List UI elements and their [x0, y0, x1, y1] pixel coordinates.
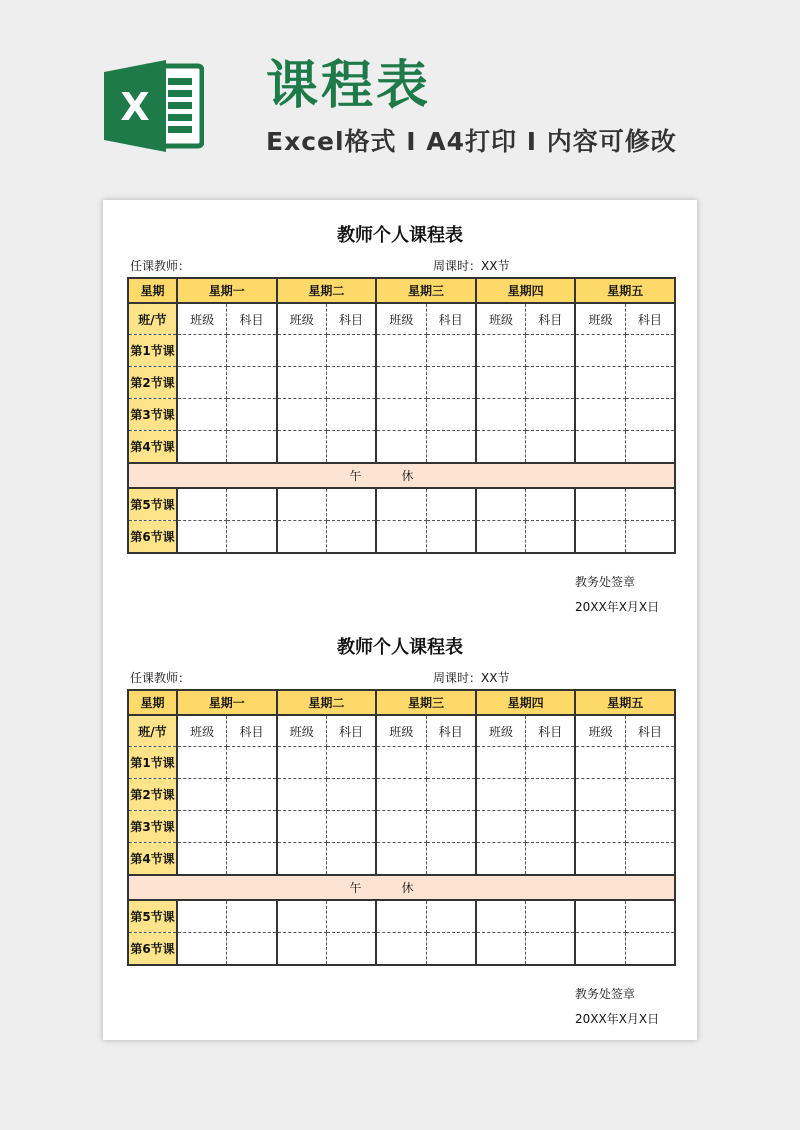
class-cell[interactable]: [376, 367, 426, 399]
period-row: [128, 747, 675, 779]
class-cell[interactable]: [177, 335, 227, 367]
subject-cell[interactable]: [326, 431, 376, 464]
date-label: 20XX年X月X日: [575, 600, 660, 614]
class-cell[interactable]: [177, 431, 227, 464]
class-cell[interactable]: [575, 933, 625, 966]
class-cell[interactable]: [277, 843, 327, 876]
subject-column-header: 科目: [526, 715, 576, 747]
lunch-break-row: [128, 875, 675, 900]
class-cell[interactable]: [376, 335, 426, 367]
subject-cell[interactable]: [227, 843, 277, 876]
subject-cell[interactable]: [526, 367, 576, 399]
lunch-break-label: 午休: [128, 875, 675, 900]
class-column-header: 班级: [376, 715, 426, 747]
class-cell[interactable]: [277, 488, 327, 521]
period-label: 第1节课: [128, 747, 177, 779]
teacher-label: 任课教师：: [130, 259, 191, 273]
subject-cell[interactable]: [526, 843, 576, 876]
class-cell[interactable]: [177, 779, 227, 811]
subject-cell[interactable]: [526, 900, 576, 933]
class-cell[interactable]: [476, 367, 526, 399]
subject-cell[interactable]: [426, 933, 476, 966]
period-label: 第4节课: [128, 431, 177, 464]
teacher-label: 任课教师：: [130, 671, 191, 685]
day-header: 星期一: [177, 690, 277, 715]
class-cell[interactable]: [177, 399, 227, 431]
subject-column-header: 科目: [625, 715, 675, 747]
subject-column-header: 科目: [227, 715, 277, 747]
schedule-sheet: [103, 612, 697, 1032]
period-label: 第5节课: [128, 488, 177, 521]
subject-column-header: 科目: [625, 303, 675, 335]
period-row: [128, 367, 675, 399]
class-cell[interactable]: [575, 488, 625, 521]
subject-cell[interactable]: [426, 779, 476, 811]
lunch-break-row: [128, 463, 675, 488]
subject-column-header: 科目: [326, 303, 376, 335]
subject-cell[interactable]: [227, 933, 277, 966]
page-title: 课程表: [266, 56, 432, 116]
subject-cell[interactable]: [227, 488, 277, 521]
class-cell[interactable]: [476, 779, 526, 811]
subject-cell[interactable]: [625, 399, 675, 431]
class-period-label: 班/节: [128, 715, 177, 747]
subject-cell[interactable]: [426, 811, 476, 843]
schedule-table: [127, 277, 676, 554]
subject-cell[interactable]: [326, 367, 376, 399]
class-column-header: 班级: [476, 715, 526, 747]
header: [0, 0, 800, 200]
class-cell[interactable]: [575, 335, 625, 367]
office-signature-label: 教务处签章: [575, 575, 636, 589]
class-cell[interactable]: [277, 521, 327, 554]
subject-cell[interactable]: [227, 367, 277, 399]
subject-cell[interactable]: [326, 335, 376, 367]
class-cell[interactable]: [376, 488, 426, 521]
page-subtitle: Excel格式 I A4打印 I 内容可修改: [266, 127, 677, 156]
subject-cell[interactable]: [426, 521, 476, 554]
subject-cell[interactable]: [526, 779, 576, 811]
subject-cell[interactable]: [625, 431, 675, 464]
class-cell[interactable]: [376, 747, 426, 779]
class-cell[interactable]: [476, 747, 526, 779]
lunch-break-label: 午休: [128, 463, 675, 488]
class-cell[interactable]: [376, 933, 426, 966]
subject-cell[interactable]: [227, 431, 277, 464]
period-label: 第1节课: [128, 335, 177, 367]
weekly-hours-label: 周课时：XX节: [433, 259, 510, 273]
class-cell[interactable]: [575, 900, 625, 933]
excel-icon: [104, 58, 204, 154]
subject-cell[interactable]: [426, 367, 476, 399]
subject-cell[interactable]: [625, 900, 675, 933]
class-cell[interactable]: [277, 431, 327, 464]
class-cell[interactable]: [277, 335, 327, 367]
class-cell[interactable]: [277, 399, 327, 431]
class-cell[interactable]: [575, 843, 625, 876]
day-header: 星期五: [575, 278, 675, 303]
period-label: 第4节课: [128, 843, 177, 876]
class-column-header: 班级: [376, 303, 426, 335]
class-cell[interactable]: [376, 843, 426, 876]
subject-cell[interactable]: [326, 933, 376, 966]
subject-cell[interactable]: [625, 488, 675, 521]
class-column-header: 班级: [575, 303, 625, 335]
period-row: [128, 811, 675, 843]
subject-cell[interactable]: [227, 521, 277, 554]
subject-cell[interactable]: [526, 335, 576, 367]
period-row: [128, 335, 675, 367]
subject-cell[interactable]: [426, 335, 476, 367]
day-header: 星期三: [376, 278, 476, 303]
day-header: 星期四: [476, 278, 576, 303]
day-header: 星期三: [376, 690, 476, 715]
subject-cell[interactable]: [326, 811, 376, 843]
schedule-title: 教师个人课程表: [337, 637, 463, 658]
class-cell[interactable]: [476, 335, 526, 367]
subject-cell[interactable]: [625, 521, 675, 554]
period-row: [128, 900, 675, 933]
class-cell[interactable]: [376, 431, 426, 464]
day-header: 星期二: [277, 278, 377, 303]
class-cell[interactable]: [476, 843, 526, 876]
period-label: 第6节课: [128, 521, 177, 554]
subject-cell[interactable]: [526, 747, 576, 779]
period-label: 第2节课: [128, 779, 177, 811]
subject-cell[interactable]: [227, 811, 277, 843]
class-cell[interactable]: [575, 431, 625, 464]
period-label: 第5节课: [128, 900, 177, 933]
subject-column-header: 科目: [426, 303, 476, 335]
class-cell[interactable]: [476, 900, 526, 933]
class-cell[interactable]: [277, 900, 327, 933]
subject-cell[interactable]: [526, 399, 576, 431]
subject-cell[interactable]: [326, 747, 376, 779]
subject-cell[interactable]: [326, 521, 376, 554]
subject-cell[interactable]: [526, 431, 576, 464]
subject-cell[interactable]: [426, 843, 476, 876]
subject-cell[interactable]: [526, 811, 576, 843]
class-period-label: 班/节: [128, 303, 177, 335]
class-column-header: 班级: [476, 303, 526, 335]
office-signature-label: 教务处签章: [575, 987, 636, 1001]
class-cell[interactable]: [476, 933, 526, 966]
day-header-row: [128, 690, 675, 715]
subject-cell[interactable]: [625, 335, 675, 367]
class-cell[interactable]: [376, 399, 426, 431]
class-cell[interactable]: [575, 399, 625, 431]
class-column-header: 班级: [177, 715, 227, 747]
class-cell[interactable]: [476, 488, 526, 521]
day-header: 星期二: [277, 690, 377, 715]
class-cell[interactable]: [575, 521, 625, 554]
subject-cell[interactable]: [326, 843, 376, 876]
period-row: [128, 399, 675, 431]
class-cell[interactable]: [575, 811, 625, 843]
period-label: 第6节课: [128, 933, 177, 966]
corner-label: 星期: [128, 690, 177, 715]
subject-cell[interactable]: [625, 779, 675, 811]
period-row: [128, 933, 675, 966]
period-row: [128, 843, 675, 876]
class-cell[interactable]: [177, 367, 227, 399]
subject-cell[interactable]: [625, 933, 675, 966]
class-cell[interactable]: [575, 779, 625, 811]
subject-cell[interactable]: [526, 488, 576, 521]
class-cell[interactable]: [476, 521, 526, 554]
period-row: [128, 779, 675, 811]
class-column-header: 班级: [277, 715, 327, 747]
class-cell[interactable]: [476, 431, 526, 464]
class-column-header: 班级: [277, 303, 327, 335]
period-label: 第3节课: [128, 399, 177, 431]
subject-cell[interactable]: [426, 747, 476, 779]
class-cell[interactable]: [376, 811, 426, 843]
class-cell[interactable]: [277, 367, 327, 399]
class-cell[interactable]: [177, 933, 227, 966]
schedule-table: [127, 689, 676, 966]
class-cell[interactable]: [376, 779, 426, 811]
weekly-hours-label: 周课时：XX节: [433, 671, 510, 685]
class-cell[interactable]: [277, 747, 327, 779]
class-cell[interactable]: [277, 933, 327, 966]
class-column-header: 班级: [575, 715, 625, 747]
subject-cell[interactable]: [326, 900, 376, 933]
subject-cell[interactable]: [227, 399, 277, 431]
subject-cell[interactable]: [625, 747, 675, 779]
subject-column-header: 科目: [326, 715, 376, 747]
subject-cell[interactable]: [227, 335, 277, 367]
subject-column-header: 科目: [227, 303, 277, 335]
class-cell[interactable]: [177, 747, 227, 779]
period-row: [128, 431, 675, 464]
subject-cell[interactable]: [426, 900, 476, 933]
day-header: 星期五: [575, 690, 675, 715]
class-cell[interactable]: [575, 747, 625, 779]
subject-cell[interactable]: [426, 399, 476, 431]
column-header-row: [128, 715, 675, 747]
subject-cell[interactable]: [227, 779, 277, 811]
subject-cell[interactable]: [526, 521, 576, 554]
class-cell[interactable]: [177, 488, 227, 521]
subject-cell[interactable]: [326, 399, 376, 431]
column-header-row: [128, 303, 675, 335]
corner-label: 星期: [128, 278, 177, 303]
subject-cell[interactable]: [426, 488, 476, 521]
class-cell[interactable]: [177, 521, 227, 554]
subject-cell[interactable]: [526, 933, 576, 966]
date-label: 20XX年X月X日: [575, 1012, 660, 1026]
period-row: [128, 488, 675, 521]
subject-cell[interactable]: [326, 779, 376, 811]
schedule-sheet: [103, 200, 697, 620]
class-cell[interactable]: [476, 399, 526, 431]
subject-cell[interactable]: [227, 900, 277, 933]
day-header: 星期一: [177, 278, 277, 303]
excel-logo-letter: X: [120, 85, 150, 129]
class-cell[interactable]: [575, 367, 625, 399]
period-label: 第3节课: [128, 811, 177, 843]
class-cell[interactable]: [277, 779, 327, 811]
period-row: [128, 521, 675, 554]
subject-cell[interactable]: [426, 431, 476, 464]
class-cell[interactable]: [376, 521, 426, 554]
class-cell[interactable]: [177, 843, 227, 876]
class-column-header: 班级: [177, 303, 227, 335]
class-cell[interactable]: [177, 900, 227, 933]
document-page: [103, 200, 697, 1040]
subject-cell[interactable]: [326, 488, 376, 521]
class-cell[interactable]: [177, 811, 227, 843]
period-label: 第2节课: [128, 367, 177, 399]
day-header-row: [128, 278, 675, 303]
class-cell[interactable]: [277, 811, 327, 843]
class-cell[interactable]: [476, 811, 526, 843]
subject-cell[interactable]: [227, 747, 277, 779]
day-header: 星期四: [476, 690, 576, 715]
subject-column-header: 科目: [526, 303, 576, 335]
schedule-title: 教师个人课程表: [337, 225, 463, 246]
subject-cell[interactable]: [625, 811, 675, 843]
class-cell[interactable]: [376, 900, 426, 933]
subject-cell[interactable]: [625, 367, 675, 399]
subject-column-header: 科目: [426, 715, 476, 747]
subject-cell[interactable]: [625, 843, 675, 876]
